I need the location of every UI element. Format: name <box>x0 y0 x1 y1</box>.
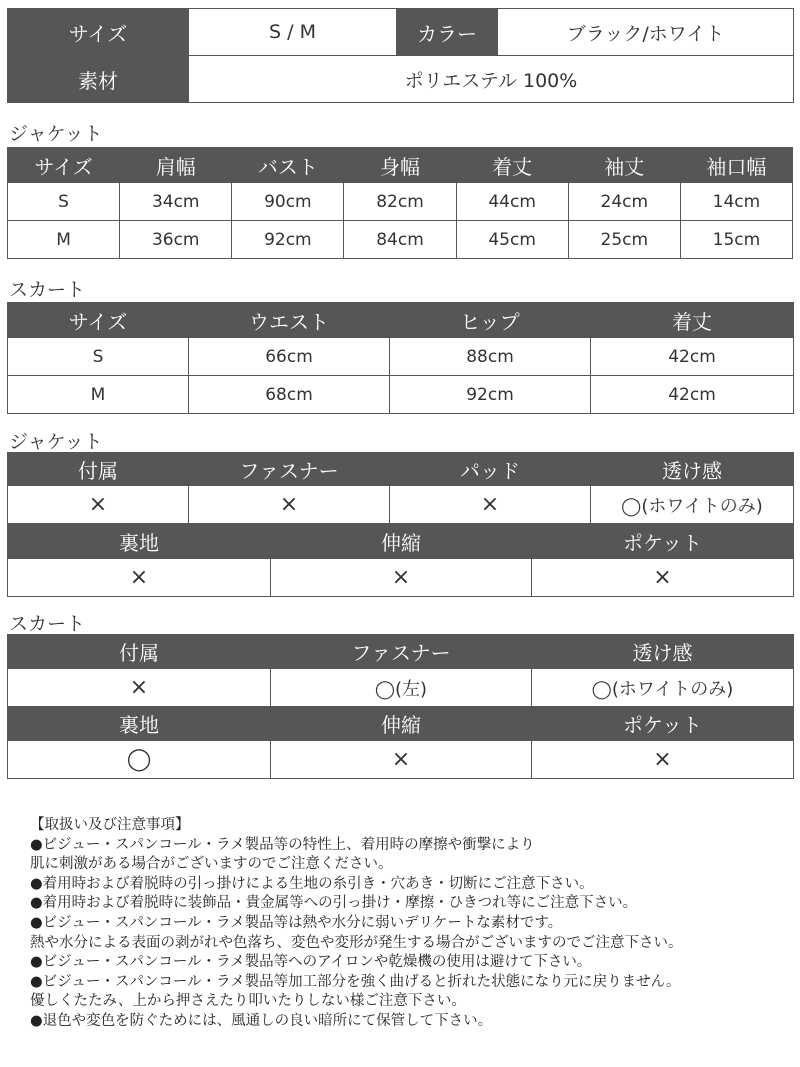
notes-line: 肌に刺激がある場合がございますのでご注意ください。 <box>30 856 393 873</box>
skirt-header-stretch: 伸縮 <box>271 707 532 741</box>
material-value: ポリエステル 100% <box>189 56 794 103</box>
table-cell: 42cm <box>591 376 794 414</box>
skirt-detail-caption: スカート <box>9 613 86 635</box>
jacket-header-zipper: ファスナー <box>189 453 390 486</box>
notes-line: ●着用時および着脱時に装飾品・貴金属等への引っ掛け・摩擦・ひきつれ等にご注意下さい。 <box>30 895 638 912</box>
jacket-size-table <box>7 147 793 259</box>
skirt-size-header-waist: ウエスト <box>189 303 390 338</box>
skirt-value-accessory: × <box>8 669 271 707</box>
table-cell: S <box>8 183 120 221</box>
notes-line: 優しくたたみ、上から押さえたり叩いたりしない様ご注意下さい。 <box>30 993 466 1010</box>
skirt-header-sheerness: 透け感 <box>532 635 794 669</box>
table-cell: 42cm <box>591 338 794 376</box>
table-cell: 24cm <box>568 183 680 221</box>
jacket-size-caption: ジャケット <box>9 123 103 145</box>
notes-title: 【取扱い及び注意事項】 <box>30 817 190 833</box>
jacket-detail-caption: ジャケット <box>9 431 103 453</box>
jacket-header-lining: 裏地 <box>8 524 271 559</box>
notes-line: ●ビジュー・スパンコール・ラメ製品等の特性上、着用時の摩擦や衝撃により <box>30 836 535 853</box>
jacket-value-lining: × <box>8 559 271 597</box>
jacket-detail-table-1 <box>7 452 794 524</box>
table-cell: 45cm <box>456 221 568 259</box>
table-cell: 84cm <box>344 221 456 259</box>
table-cell: 68cm <box>189 376 390 414</box>
skirt-header-pocket: ポケット <box>532 707 794 741</box>
table-cell: S <box>8 338 189 376</box>
skirt-size-caption: スカート <box>9 279 86 301</box>
table-cell: 36cm <box>120 221 232 259</box>
skirt-value-sheerness: ◯(ホワイトのみ) <box>532 669 794 707</box>
table-cell: M <box>8 376 189 414</box>
table-row <box>8 376 794 414</box>
jacket-size-header-bust: バスト <box>232 148 344 183</box>
jacket-size-header-sleeve: 袖丈 <box>568 148 680 183</box>
notes-line: ●ビジュー・スパンコール・ラメ製品等加工部分を強く曲げると折れた状態になり元に戻りません。 <box>30 973 681 990</box>
jacket-size-header-body-width: 身幅 <box>344 148 456 183</box>
material-label: 素材 <box>8 56 189 103</box>
table-cell: 90cm <box>232 183 344 221</box>
skirt-header-zipper: ファスナー <box>271 635 532 669</box>
skirt-value-zipper: ◯(左) <box>271 669 532 707</box>
notes-line: ●退色や変色を防ぐためには、風通しの良い暗所にて保管して下さい。 <box>30 1012 493 1029</box>
notes-line: ●ビジュー・スパンコール・ラメ製品等は熱や水分に弱いデリケートな素材です。 <box>30 914 563 931</box>
skirt-value-stretch: × <box>271 741 532 779</box>
jacket-value-pocket: × <box>532 559 794 597</box>
table-cell: 66cm <box>189 338 390 376</box>
jacket-value-stretch: × <box>271 559 532 597</box>
jacket-header-pad: パッド <box>390 453 591 486</box>
skirt-value-lining: ◯ <box>8 741 271 779</box>
skirt-size-header-hip: ヒップ <box>390 303 591 338</box>
jacket-header-accessory: 付属 <box>8 453 189 486</box>
table-cell: 44cm <box>456 183 568 221</box>
table-cell: M <box>8 221 120 259</box>
color-value: ブラック/ホワイト <box>498 9 794 56</box>
jacket-value-zipper: × <box>189 486 390 524</box>
care-notes <box>30 816 683 1032</box>
skirt-size-table <box>7 302 794 414</box>
table-cell: 25cm <box>568 221 680 259</box>
size-value: S / M <box>189 9 397 56</box>
jacket-value-pad: × <box>390 486 591 524</box>
table-cell: 14cm <box>680 183 792 221</box>
skirt-size-header-length: 着丈 <box>591 303 794 338</box>
spec-table <box>7 8 794 103</box>
skirt-size-header-size: サイズ <box>8 303 189 338</box>
table-row <box>8 183 793 221</box>
table-cell: 92cm <box>390 376 591 414</box>
color-label: カラー <box>397 9 498 56</box>
table-cell: 92cm <box>232 221 344 259</box>
table-cell: 82cm <box>344 183 456 221</box>
table-cell: 15cm <box>680 221 792 259</box>
size-label: サイズ <box>8 9 189 56</box>
table-row <box>8 221 793 259</box>
table-cell: 88cm <box>390 338 591 376</box>
skirt-detail-table-1 <box>7 634 794 779</box>
jacket-detail-table-2 <box>7 523 794 597</box>
table-row <box>8 338 794 376</box>
notes-line: ●ビジュー・スパンコール・ラメ製品等へのアイロンや乾燥機の使用は避けて下さい。 <box>30 954 592 971</box>
table-cell: 34cm <box>120 183 232 221</box>
jacket-size-header-cuff: 袖口幅 <box>680 148 792 183</box>
jacket-size-header-length: 着丈 <box>456 148 568 183</box>
jacket-header-pocket: ポケット <box>532 524 794 559</box>
jacket-value-sheerness: ◯(ホワイトのみ) <box>591 486 794 524</box>
jacket-size-header-size: サイズ <box>8 148 120 183</box>
jacket-size-header-shoulder: 肩幅 <box>120 148 232 183</box>
jacket-value-accessory: × <box>8 486 189 524</box>
skirt-value-pocket: × <box>532 741 794 779</box>
jacket-header-sheerness: 透け感 <box>591 453 794 486</box>
notes-line: 熱や水分による表面の剥がれや色落ち、変色や変形が発生する場合がございますのでご注意下さい。 <box>30 934 683 951</box>
skirt-header-lining: 裏地 <box>8 707 271 741</box>
jacket-header-stretch: 伸縮 <box>271 524 532 559</box>
notes-line: ●着用時および着脱時の引っ掛けによる生地の糸引き・穴あき・切断にご注意下さい。 <box>30 875 594 892</box>
skirt-header-accessory: 付属 <box>8 635 271 669</box>
